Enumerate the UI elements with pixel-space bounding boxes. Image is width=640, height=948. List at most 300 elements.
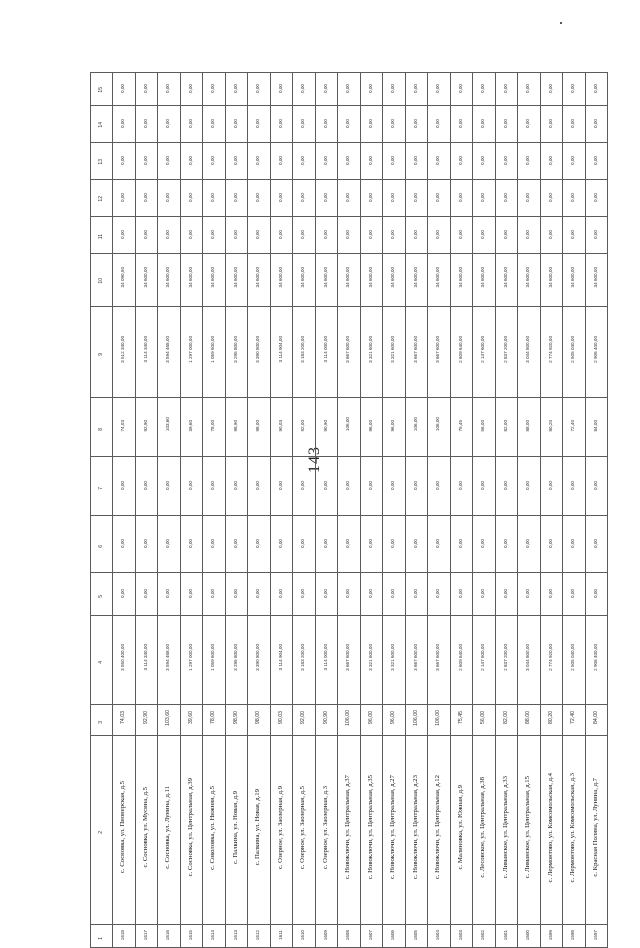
address-text: с. Озерное, ул. Заозерная, д.9	[276, 785, 284, 870]
table-cell	[338, 736, 361, 925]
cell-value: 82,00	[502, 419, 508, 431]
cell-value: 0,00	[322, 156, 328, 165]
cell-value: 96,00	[390, 419, 396, 431]
table-cell	[428, 254, 451, 307]
cell-value: 0,00	[435, 481, 441, 490]
cell-value: 0,00	[345, 84, 351, 93]
table-cell	[180, 254, 203, 307]
cell-value: 74,03	[120, 419, 126, 431]
cell-value: 0,00	[480, 84, 486, 93]
cell-value: 0,00	[300, 156, 306, 165]
cell-value: 34 600,00	[480, 267, 486, 288]
table-cell	[495, 143, 518, 180]
table-cell	[360, 180, 383, 217]
table-cell	[248, 143, 271, 180]
table-cell	[135, 254, 158, 307]
column-header	[91, 516, 113, 573]
table-cell	[113, 925, 136, 948]
table-cell	[270, 143, 293, 180]
field-row-9	[91, 307, 608, 398]
cell-value: 0,00	[300, 119, 306, 128]
cell-value: 0,00	[525, 193, 531, 202]
cell-value: 1597	[592, 929, 598, 940]
cell-value: 0,00	[547, 84, 553, 93]
cell-value: 1604	[435, 929, 441, 940]
field-row-4	[91, 616, 608, 705]
cell-value: 0,00	[592, 119, 598, 128]
table-cell	[270, 516, 293, 573]
table-cell	[180, 736, 203, 925]
cell-value: 34 600,00	[412, 267, 418, 288]
table-cell	[315, 180, 338, 217]
column-header	[91, 180, 113, 217]
table-cell	[540, 217, 563, 254]
table-cell	[428, 573, 451, 616]
table-cell	[495, 457, 518, 516]
table-cell	[473, 217, 496, 254]
cell-value: 3 390 800,00	[255, 336, 261, 363]
cell-value: 106,00	[345, 417, 351, 432]
table-cell	[203, 516, 226, 573]
table-cell	[113, 180, 136, 217]
cell-value: 34 600,00	[210, 267, 216, 288]
table-cell	[473, 106, 496, 143]
table-cell	[113, 705, 136, 736]
table-cell	[293, 516, 316, 573]
address-text: с. Лесовское, ул. Центральная, д.38	[479, 777, 487, 878]
table-cell	[225, 180, 248, 217]
cell-value: 0,00	[570, 539, 576, 548]
column-header-label: 12	[98, 196, 104, 202]
table-cell	[585, 254, 608, 307]
table-cell	[270, 106, 293, 143]
cell-value: 3 183 200,00	[300, 336, 306, 363]
cell-value: 0,00	[502, 589, 508, 598]
table-cell	[563, 254, 586, 307]
scan-speck	[560, 22, 562, 24]
table-cell	[203, 736, 226, 925]
table-cell	[135, 616, 158, 705]
field-row-15	[91, 73, 608, 106]
table-cell	[585, 925, 608, 948]
table-cell	[203, 705, 226, 736]
table-cell	[585, 217, 608, 254]
cell-value: 0,00	[300, 481, 306, 490]
column-header	[91, 616, 113, 705]
table-cell	[158, 457, 181, 516]
table-cell	[450, 217, 473, 254]
table-cell	[315, 106, 338, 143]
table-cell	[158, 616, 181, 705]
table-cell	[293, 307, 316, 398]
table-cell	[135, 307, 158, 398]
cell-value: 34 600,00	[367, 267, 373, 288]
table-cell	[563, 516, 586, 573]
cell-value: 0,00	[120, 193, 126, 202]
table-cell	[315, 705, 338, 736]
table-cell	[405, 307, 428, 398]
cell-value: 0,00	[390, 230, 396, 239]
cell-value: 84,00	[592, 711, 599, 724]
table-cell	[158, 516, 181, 573]
table-cell	[135, 736, 158, 925]
table-cell	[180, 616, 203, 705]
cell-value: 0,00	[300, 84, 306, 93]
cell-value: 92,90	[142, 419, 148, 431]
table-cell	[315, 217, 338, 254]
cell-value: 0,00	[525, 119, 531, 128]
table-cell	[338, 457, 361, 516]
cell-value: 0,00	[277, 84, 283, 93]
cell-value: 0,00	[525, 156, 531, 165]
cell-value: 98,00	[255, 711, 262, 724]
cell-value: 34 600,00	[570, 267, 576, 288]
cell-value: 98,00	[255, 419, 261, 431]
cell-value: 0,00	[435, 193, 441, 202]
table-cell	[518, 457, 541, 516]
table-cell	[248, 457, 271, 516]
cell-value: 0,00	[277, 589, 283, 598]
table-cell	[473, 254, 496, 307]
table-cell	[540, 73, 563, 106]
cell-value: 82,00	[502, 711, 509, 724]
table-cell	[113, 457, 136, 516]
cell-value: 0,00	[210, 481, 216, 490]
table-cell	[383, 573, 406, 616]
cell-value: 0,00	[210, 589, 216, 598]
cell-value: 2 609 640,00	[457, 644, 463, 671]
cell-value: 0,00	[367, 539, 373, 548]
cell-value: 2 837 200,00	[502, 336, 508, 363]
column-header-label: 1	[98, 937, 104, 940]
cell-value: 0,00	[142, 481, 148, 490]
cell-value: 0,00	[412, 481, 418, 490]
cell-value: 1602	[480, 929, 486, 940]
cell-value: 74,03	[120, 711, 127, 724]
table-cell	[450, 106, 473, 143]
table-cell	[248, 106, 271, 143]
table-cell	[405, 106, 428, 143]
cell-value: 3 321 600,00	[390, 336, 396, 363]
cell-value: 90,03	[277, 419, 283, 431]
cell-value: 106,00	[435, 709, 442, 726]
table-cell	[428, 217, 451, 254]
cell-value: 0,00	[457, 589, 463, 598]
table-cell	[428, 925, 451, 948]
cell-value: 0,00	[120, 589, 126, 598]
cell-value: 1613	[232, 929, 238, 940]
cell-value: 1618	[120, 929, 126, 940]
cell-value: 2 505 040,00	[570, 336, 576, 363]
cell-value: 0,00	[525, 84, 531, 93]
cell-value: 0,00	[390, 481, 396, 490]
table-cell	[225, 254, 248, 307]
table-cell	[203, 180, 226, 217]
cell-value: 0,00	[345, 481, 351, 490]
table-cell	[225, 307, 248, 398]
table-cell	[360, 217, 383, 254]
cell-value: 0,00	[547, 156, 553, 165]
table-cell	[495, 398, 518, 457]
table-cell	[270, 736, 293, 925]
cell-value: 0,00	[367, 193, 373, 202]
table-cell	[203, 307, 226, 398]
cell-value: 75,45	[457, 419, 463, 431]
cell-value: 0,00	[390, 84, 396, 93]
cell-value: 90,90	[322, 419, 328, 431]
table-cell	[338, 73, 361, 106]
table-cell	[540, 307, 563, 398]
table-cell	[473, 143, 496, 180]
cell-value: 34 600,00	[187, 267, 193, 288]
cell-value: 1 297 000,00	[187, 336, 193, 363]
cell-value: 90,90	[322, 711, 329, 724]
cell-value: 3 550 400,00	[120, 644, 126, 671]
table-cell	[585, 143, 608, 180]
cell-value: 0,00	[322, 119, 328, 128]
table-cell	[113, 307, 136, 398]
cell-value: 0,00	[142, 84, 148, 93]
table-cell	[405, 705, 428, 736]
cell-value: 34 600,00	[457, 267, 463, 288]
table-cell	[428, 180, 451, 217]
table-cell	[180, 398, 203, 457]
cell-value: 78,00	[210, 419, 216, 431]
cell-value: 0,00	[367, 230, 373, 239]
cell-value: 0,00	[322, 589, 328, 598]
address-text: с. Сосновка, ул. Центральная, д.39	[186, 778, 194, 877]
table-cell	[563, 217, 586, 254]
cell-value: 34 600,00	[255, 267, 261, 288]
cell-value: 0,00	[367, 84, 373, 93]
table-cell	[338, 398, 361, 457]
cell-value: 0,00	[232, 539, 238, 548]
cell-value: 34 600,00	[390, 267, 396, 288]
cell-value: 0,00	[120, 539, 126, 548]
table-cell	[293, 573, 316, 616]
cell-value: 34 600,00	[165, 267, 171, 288]
table-cell	[360, 616, 383, 705]
cell-value: 3 295 800,00	[232, 336, 238, 363]
cell-value: 34 600,00	[547, 267, 553, 288]
table-cell	[203, 73, 226, 106]
table-cell	[405, 516, 428, 573]
table-cell	[225, 143, 248, 180]
cell-value: 0,00	[412, 539, 418, 548]
table-cell	[383, 254, 406, 307]
table-cell	[338, 616, 361, 705]
cell-value: 106,00	[412, 709, 419, 726]
table-cell	[563, 180, 586, 217]
cell-value: 3 114 000,00	[322, 336, 328, 363]
table-cell	[293, 217, 316, 254]
table-cell	[338, 143, 361, 180]
table-cell	[540, 106, 563, 143]
table-cell	[450, 705, 473, 736]
table-cell	[203, 217, 226, 254]
table-cell	[495, 254, 518, 307]
table-cell	[540, 143, 563, 180]
cell-value: 56,00	[480, 419, 486, 431]
cell-value: 3 667 600,00	[345, 336, 351, 363]
table-cell	[270, 616, 293, 705]
table-cell	[360, 254, 383, 307]
table-cell	[428, 616, 451, 705]
table-cell	[113, 73, 136, 106]
table-cell	[383, 143, 406, 180]
table-cell	[293, 398, 316, 457]
table-cell	[518, 516, 541, 573]
column-header	[91, 457, 113, 516]
cell-value: 0,00	[165, 84, 171, 93]
column-header	[91, 106, 113, 143]
cell-value: 0,00	[142, 119, 148, 128]
cell-value: 3 114 000,00	[322, 644, 328, 671]
cell-value: 1615	[187, 929, 193, 940]
cell-value: 0,00	[322, 193, 328, 202]
table-cell	[360, 516, 383, 573]
cell-value: 0,00	[412, 589, 418, 598]
cell-value: 92,90	[142, 711, 149, 724]
cell-value: 34 090,50	[120, 267, 126, 288]
table-cell	[405, 143, 428, 180]
cell-value: 0,00	[120, 119, 126, 128]
field-row-6	[91, 516, 608, 573]
table-cell	[495, 106, 518, 143]
cell-value: 2 609 640,00	[457, 336, 463, 363]
table-cell	[450, 73, 473, 106]
cell-value: 0,00	[165, 589, 171, 598]
cell-value: 34 600,00	[345, 267, 351, 288]
table-cell	[540, 736, 563, 925]
table-cell	[450, 925, 473, 948]
table-cell	[383, 73, 406, 106]
table-cell	[338, 705, 361, 736]
cell-value: 2 837 200,00	[502, 644, 508, 671]
table-cell	[158, 307, 181, 398]
cell-value: 2 774 920,00	[547, 644, 553, 671]
cell-value: 3 321 600,00	[367, 644, 373, 671]
cell-value: 0,00	[390, 539, 396, 548]
column-header-label: 3	[98, 721, 104, 724]
table-cell	[135, 516, 158, 573]
table-cell	[495, 573, 518, 616]
cell-value: 0,00	[570, 156, 576, 165]
address-text: с. Лиманское, ул. Центральная, д.33	[501, 776, 509, 879]
table-cell	[540, 925, 563, 948]
cell-value: 0,00	[210, 193, 216, 202]
cell-value: 0,00	[187, 481, 193, 490]
cell-value: 0,00	[480, 481, 486, 490]
table-cell	[473, 616, 496, 705]
table-cell	[383, 616, 406, 705]
table-cell	[473, 180, 496, 217]
cell-value: 80,20	[547, 419, 553, 431]
cell-value: 3 114 340,00	[142, 336, 148, 363]
cell-value: 0,00	[480, 119, 486, 128]
table-cell	[270, 705, 293, 736]
table-cell	[518, 180, 541, 217]
column-header	[91, 398, 113, 457]
table-cell	[113, 217, 136, 254]
cell-value: 0,00	[345, 193, 351, 202]
table-cell	[360, 73, 383, 106]
cell-value: 0,00	[232, 589, 238, 598]
table-cell	[518, 73, 541, 106]
column-header-label: 11	[98, 233, 104, 239]
column-header	[91, 254, 113, 307]
table-cell	[495, 516, 518, 573]
table-cell	[270, 217, 293, 254]
cell-value: 106,00	[435, 417, 441, 432]
table-cell	[248, 616, 271, 705]
table-cell	[405, 73, 428, 106]
table-cell	[383, 516, 406, 573]
field-row-2	[91, 736, 608, 925]
cell-value: 1611	[277, 930, 283, 940]
table-cell	[585, 398, 608, 457]
cell-value: 88,00	[525, 419, 531, 431]
table-cell	[450, 180, 473, 217]
table-cell	[180, 516, 203, 573]
cell-value: 0,00	[187, 84, 193, 93]
cell-value: 0,00	[457, 193, 463, 202]
cell-value: 3 183 200,00	[300, 644, 306, 671]
cell-value: 0,00	[457, 481, 463, 490]
table-cell	[518, 106, 541, 143]
table-cell	[338, 925, 361, 948]
table-cell	[360, 573, 383, 616]
cell-value: 0,00	[277, 193, 283, 202]
table-cell	[158, 573, 181, 616]
table-cell	[473, 457, 496, 516]
cell-value: 3 594 468,00	[165, 336, 171, 363]
table-cell	[338, 573, 361, 616]
cell-value: 0,00	[502, 539, 508, 548]
cell-value: 0,00	[187, 539, 193, 548]
table-cell	[360, 736, 383, 925]
cell-value: 72,40	[570, 711, 577, 724]
table-cell	[158, 736, 181, 925]
cell-value: 0,00	[187, 589, 193, 598]
cell-value: 0,00	[592, 589, 598, 598]
cell-value: 2 147 600,00	[480, 644, 486, 671]
table-cell	[248, 925, 271, 948]
cell-value: 3 667 600,00	[435, 644, 441, 671]
table-cell	[428, 106, 451, 143]
table-cell	[270, 307, 293, 398]
table-cell	[225, 736, 248, 925]
table-cell	[225, 925, 248, 948]
table-cell	[293, 180, 316, 217]
table-cell	[180, 307, 203, 398]
table-cell	[563, 573, 586, 616]
table-cell	[450, 516, 473, 573]
table-cell	[338, 307, 361, 398]
table-cell	[203, 106, 226, 143]
table-cell	[495, 925, 518, 948]
table-cell	[135, 217, 158, 254]
cell-value: 0,00	[142, 193, 148, 202]
table-cell	[338, 254, 361, 307]
cell-value: 0,00	[300, 539, 306, 548]
cell-value: 0,00	[255, 84, 261, 93]
table-cell	[473, 73, 496, 106]
table-cell	[203, 616, 226, 705]
table-cell	[180, 457, 203, 516]
page-number: 143	[306, 446, 323, 473]
column-header	[91, 925, 113, 948]
